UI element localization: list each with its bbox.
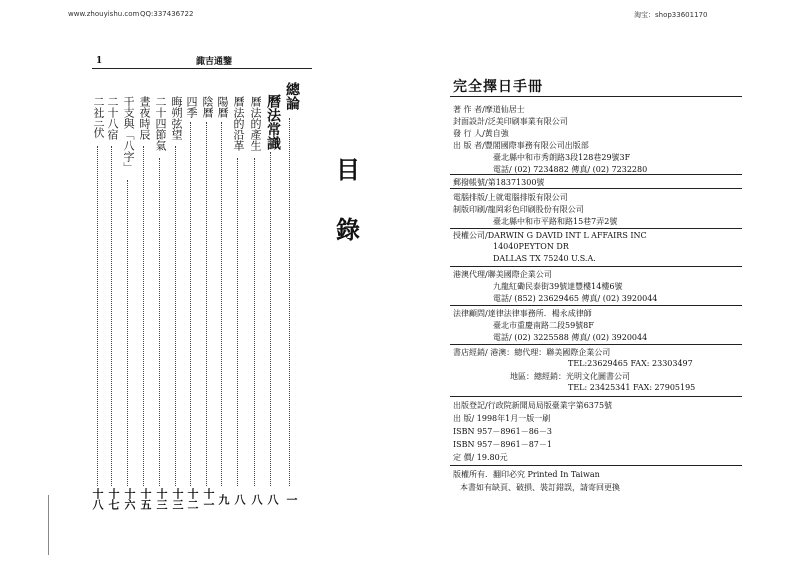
colophon-line: 出 版/ 1998年1月一版一刷 (453, 414, 551, 423)
toc-page-number: 八 (250, 494, 263, 505)
dot-leader (190, 122, 191, 486)
colophon-line: 書店經銷/ 港澳：總代理：聯美國際企業公司 (453, 348, 611, 357)
dot-leader (111, 146, 112, 486)
colophon-line: 出版登記/行政院新聞局局版臺業字第6375號 (453, 401, 613, 410)
section-rule (450, 228, 742, 229)
dot-leader (270, 152, 271, 486)
colophon-line: 九龍紅磡民泰街39號達豐樓14樓6號 (493, 282, 623, 291)
dot-leader (127, 180, 128, 486)
toc-item-title[interactable]: 曆法常識 (265, 94, 281, 150)
toc-item-title[interactable]: 二十八宿 (106, 96, 119, 140)
dot-leader (289, 118, 290, 486)
colophon-line: 電腦排版/上就電腦排版有限公司 (453, 193, 568, 202)
colophon-line: 郵撥帳號/第18371300號 (453, 178, 545, 187)
toc-item-title[interactable]: 曆法的產生 (249, 96, 262, 151)
shop-id: 淘宝：shop33601170 (634, 11, 708, 19)
site-url: www.zhouyishu.com (68, 10, 140, 18)
dot-leader (143, 146, 144, 486)
colophon-line: TEL: 23425341 FAX: 27905195 (568, 383, 696, 392)
toc-item-title[interactable]: 二社 (92, 96, 105, 118)
toc-heading-2: 錄 (336, 215, 360, 244)
toc-page-number: 八 (266, 494, 279, 505)
colophon-line: 授權公司/DARWIN G DAVID INT L AFFAIRS INC (453, 231, 647, 240)
section-rule (450, 305, 742, 306)
toc-item-title[interactable]: 陰曆 (201, 96, 214, 118)
colophon-line: 著 作 者/摩道仙居士 (453, 105, 525, 114)
toc-page-number: 十六 (123, 488, 136, 510)
toc-page-number: 九 (217, 494, 230, 505)
toc-item-title[interactable]: 晦朔弦望 (170, 96, 183, 140)
colophon-line: 臺北縣中和市平路和路15巷7弄2號 (493, 217, 618, 226)
toc-item-title[interactable]: 陽曆 (216, 96, 229, 118)
colophon-line: 14040PEYTON DR (493, 242, 569, 251)
page-number: 1 (96, 56, 103, 66)
colophon-line: TEL:23629465 FAX: 23303497 (568, 359, 693, 368)
dot-leader (254, 158, 255, 486)
colophon-line: 出 版 者/豐閣國際事務有限公司出版部 (453, 141, 589, 150)
toc-item-title[interactable]: 三伏 (92, 116, 105, 138)
section-rule (450, 266, 742, 267)
dot-leader (206, 122, 207, 486)
toc-page-number: 十五 (139, 488, 152, 510)
colophon-line: 地區：總經銷：光明文化圖書公司 (510, 372, 630, 381)
colophon-line: 定 價/ 19.80元 (453, 453, 508, 462)
header-rule (92, 68, 312, 69)
toc-item-title[interactable]: 四季 (185, 96, 198, 118)
colophon-line: 版權所有．翻印必究 Printed In Taiwan (453, 470, 600, 479)
colophon-line: 電話/ (02) 7234882 傳真/ (02) 7232280 (493, 165, 648, 174)
dot-leader (175, 146, 176, 486)
running-title: 諏吉通鑒 (196, 57, 233, 67)
book-title: 完全擇日手冊 (453, 79, 543, 95)
dot-leader (159, 158, 160, 486)
toc-heading-1: 目 (336, 155, 360, 184)
colophon-line: 法律顧問/達律法律事務所．楊永成律師 (453, 309, 592, 318)
toc-page-number: 十三 (155, 488, 168, 510)
toc-page-number: 一 (285, 494, 298, 505)
section-rule (450, 396, 742, 397)
dot-leader (221, 122, 222, 486)
colophon-line: ISBN 957－8961－86－3 (453, 427, 552, 436)
colophon-line: 臺北縣中和市秀朗路3段128巷29號3F (493, 153, 631, 162)
toc-page-number: 八 (233, 494, 246, 505)
toc-page-number: 十三 (171, 488, 184, 510)
section-rule (450, 188, 742, 189)
binding-edge (48, 495, 49, 555)
toc-page-number: 十七 (107, 488, 120, 510)
dot-leader (237, 158, 238, 486)
toc-item-title[interactable]: 干支與「八字」 (122, 96, 135, 173)
toc-page-number: 十一 (202, 488, 215, 510)
toc-page-number: 十八 (91, 488, 104, 510)
colophon-line: 發 行 人/黃自強 (453, 129, 509, 138)
colophon-line: 臺北市重慶南路二段59號8F (493, 321, 594, 330)
colophon-line: 制版印刷/龍岡彩色印刷股份有限公司 (453, 205, 584, 214)
section-rule (450, 344, 742, 345)
toc-page-number: 十二 (186, 488, 199, 510)
qq-number: QQ:337436722 (140, 10, 194, 18)
toc-item-title[interactable]: 總論 (284, 82, 300, 110)
dot-leader (97, 146, 98, 486)
toc-item-title[interactable]: 曆法的沿革 (232, 96, 245, 151)
colophon-line: 電話/ (02) 3225588 傳真/ (02) 3920044 (493, 333, 648, 342)
colophon-line: 封面設計/泛美印刷事業有限公司 (453, 117, 568, 126)
section-rule (450, 174, 742, 175)
toc-item-title[interactable]: 二十四節氣 (154, 96, 167, 151)
toc-item-title[interactable]: 晝夜時辰 (138, 96, 151, 140)
colophon-line: DALLAS TX 75240 U.S.A. (493, 254, 596, 263)
colophon-line: ISBN 957－8961－87－1 (453, 440, 552, 449)
colophon-line: 本書如有缺頁、破損、裝訂錯誤，請寄回更換 (460, 483, 620, 492)
section-rule (450, 465, 742, 466)
colophon-line: 電話/ (852) 23629465 傳真/ (02) 3920044 (493, 294, 658, 303)
colophon-line: 港澳代理/聯美國際企業公司 (453, 270, 552, 279)
title-rule (450, 96, 742, 97)
